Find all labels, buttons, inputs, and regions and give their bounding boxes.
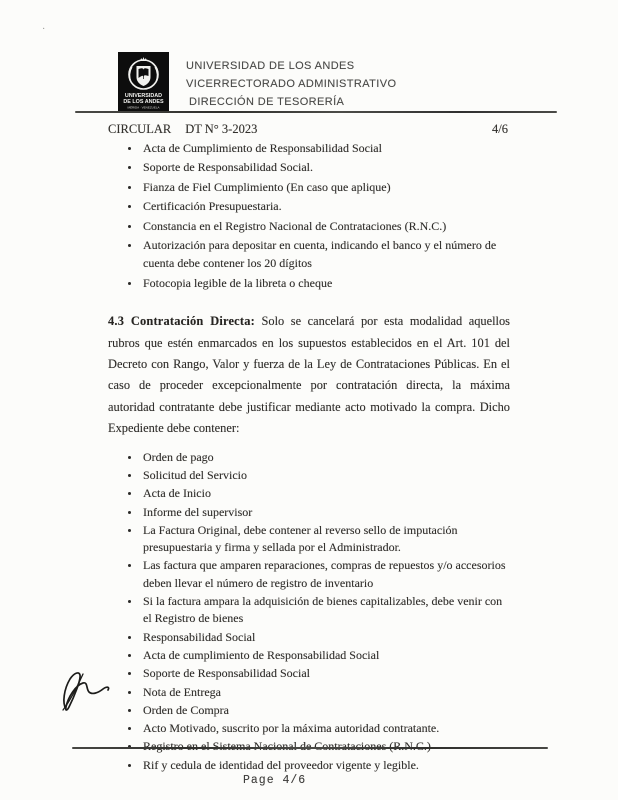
list-item: • Acto Motivado, suscrito por la máxima autoridad contratante. <box>141 720 510 737</box>
list-item: • Si la factura ampara la adquisición de bienes capitalizables, debe venir con el Registro de bienes <box>141 593 510 628</box>
list-item: • Acta de Cumplimiento de Responsabilidad Social <box>141 139 510 157</box>
list-item: • Fianza de Fiel Cumplimiento (En caso que aplique) <box>141 178 510 196</box>
list-item: • Nota de Entrega <box>141 684 510 701</box>
list-item: • Solicitud del Servicio <box>141 467 510 484</box>
seal-text-line2: DE LOS ANDES <box>123 99 164 105</box>
section-4-3-heading: 4.3 Contratación Directa: <box>108 314 255 329</box>
seal-text-line3: MÉRIDA · VENEZUELA <box>127 105 160 110</box>
org-vicerrectorado: VICERRECTORADO ADMINISTRATIVO <box>186 78 397 90</box>
list-item: • Soporte de Responsabilidad Social <box>141 665 510 682</box>
document-body <box>108 139 510 775</box>
list-item: • Acta de cumplimiento de Responsabilidad Social <box>141 647 510 664</box>
footer-divider-rule <box>72 747 548 749</box>
list-item: • Orden de Compra <box>141 702 510 719</box>
list-item: • Rif y cedula de identidad del proveedor vigente y legible. <box>141 757 510 774</box>
list-item: • Las factura que amparen reparaciones, compras de repuestos y/o accesorios deben llevar el número de registro de inventario <box>141 557 510 592</box>
seal-text-line1: UNIVERSIDAD <box>124 93 163 99</box>
list-item: • Autorización para depositar en cuenta, indicando el banco y el número de cuenta debe contener los 20 dígitos <box>141 236 510 273</box>
scan-artifact-dot: · <box>42 24 46 35</box>
org-direccion: DIRECCIÓN DE TESORERÍA <box>189 96 345 108</box>
circular-title <box>108 122 257 137</box>
sheet-number: 4/6 <box>492 122 508 136</box>
requirements-list-contratacion <box>108 139 510 292</box>
list-item: • Fotocopia legible de la libreta o cheque <box>141 274 510 292</box>
page-number-footer: Page 4/6 <box>243 774 307 787</box>
university-seal-logo <box>118 52 169 112</box>
section-4-3-paragraph <box>108 311 510 439</box>
list-item: • Certificación Presupuestaria. <box>141 197 510 215</box>
letterhead <box>118 52 396 112</box>
circular-title-row <box>108 122 508 137</box>
list-item: • Soporte de Responsabilidad Social. <box>141 158 510 176</box>
list-item: • Responsabilidad Social <box>141 629 510 646</box>
header-divider-rule <box>75 111 557 113</box>
list-item: • La Factura Original, debe contener al reverso sello de imputación presupuestaria y firma y sellada por el Administrador. <box>141 522 510 557</box>
list-item: • Acta de Inicio <box>141 485 510 502</box>
handwritten-initials-mark <box>56 663 120 717</box>
circular-label: CIRCULAR <box>108 122 172 136</box>
section-4-3-text: Solo se cancelará por esta modalidad aquellos rubros que estén enmarcados en los supuestos establecidos en el Art. 101 del Decreto con Rango, Valor y fuerza de la Ley de Contrataciones Públicas. En el caso de proceder excepcionalmente por contratación directa, la máxima autoridad contratante debe justificar mediante acto motivado la compra. Dicho Expediente debe contener: <box>108 314 510 436</box>
list-item: • Constancia en el Registro Nacional de Contrataciones (R.N.C.) <box>141 217 510 235</box>
circular-number: DT N° 3-2023 <box>185 122 258 136</box>
letterhead-text <box>186 52 396 111</box>
org-name: UNIVERSIDAD DE LOS ANDES <box>186 60 355 72</box>
list-item: • Orden de pago <box>141 449 510 466</box>
expediente-requirements-list <box>108 449 510 774</box>
list-item: • Informe del supervisor <box>141 504 510 521</box>
